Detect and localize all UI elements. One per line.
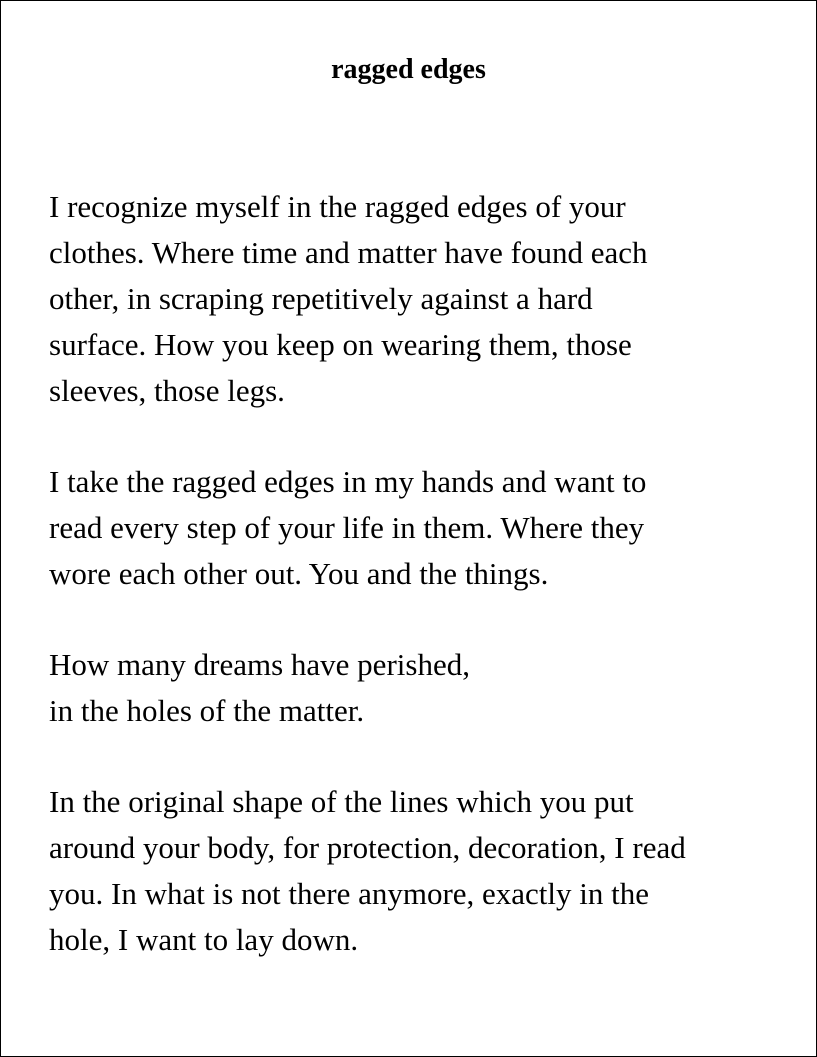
poem-line: around your body, for protection, decoration, I read xyxy=(49,830,686,865)
stanza-4 xyxy=(49,779,789,963)
stanza-1 xyxy=(49,184,789,414)
poem-line: surface. How you keep on wearing them, those xyxy=(49,327,632,362)
poem-line: How many dreams have perished, xyxy=(49,647,470,682)
stanza-3 xyxy=(49,642,789,734)
poem-line: you. In what is not there anymore, exactly in the xyxy=(49,876,650,911)
poem-line: In the original shape of the lines which you put xyxy=(49,784,634,819)
poem-title: ragged edges xyxy=(331,54,486,85)
poem-line: I take the ragged edges in my hands and want to xyxy=(49,464,647,499)
poem-line: sleeves, those legs. xyxy=(49,373,285,408)
poem-line: wore each other out. You and the things. xyxy=(49,556,549,591)
poem-line: read every step of your life in them. Where they xyxy=(49,510,645,545)
poem-line: I recognize myself in the ragged edges of your xyxy=(49,189,626,224)
poem-line: other, in scraping repetitively against a hard xyxy=(49,281,593,316)
stanza-2 xyxy=(49,459,789,597)
poem-line: clothes. Where time and matter have found each xyxy=(49,235,648,270)
poem-line: in the holes of the matter. xyxy=(49,693,365,728)
poem-line: hole, I want to lay down. xyxy=(49,922,359,957)
